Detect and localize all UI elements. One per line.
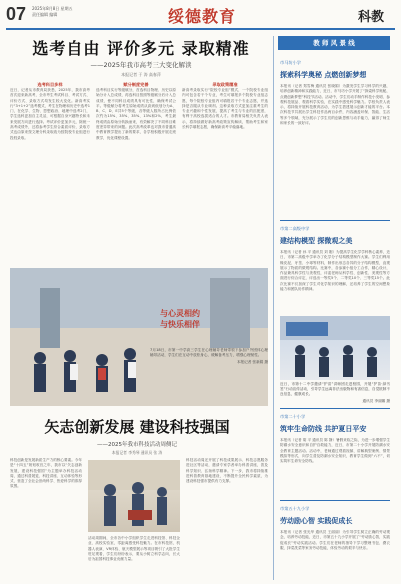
sidebar-item-2-body: [280, 250, 390, 312]
article1-col2-text: 选考科目实行等级赋分，首选科目物理、历史以原始分计入总成绩，再选科目按照等级赋分后计入总成绩，使不同科目成绩具有可比性，确保考试公平。等级赋分将考生原始成绩从高到低划分为A、B、C、D、E共5个等级，各等级人数所占比例依次约为15%、35%、35%、13%和2%，考生最终成绩由原始分转换而来，有效解决了不同科目难度差异带来的问题。此次高考改革也对我市普通高中教育教学提出了新的要求，各学校积极开展走班教学，优化课程设置。: [96, 88, 176, 140]
article2-column-1: [10, 458, 82, 578]
article1-column-1: [10, 82, 90, 264]
article1-column-3: [182, 82, 268, 264]
sidebar-banner: 教 师 风 景 线: [278, 36, 390, 50]
photo1-credit: 本报记者 张新娟 摄: [236, 360, 268, 364]
sidebar-item-2-school: 市第二高级中学: [280, 226, 310, 231]
article2-col1-text: 科技创新是发展新质生产力的核心要素。今年是“十四五”规划收官之年，我市以“矢志创新发展，建设科技强国”为主题举办科技活动周，通过科普展览、科技讲座、互动体验等形式，营造了全社会崇尚科学、热爱科学的浓厚氛围。: [10, 458, 82, 489]
sidebar-item-3-school: 市第二十小学: [280, 414, 306, 419]
article2-col2-text: 活动周期间，全市各中小学组织学生走进科技馆、科技企业、高校实验室，零距离感受科技魅力。在市科技馆，机器人表演、VR体验、航天模型展示等项目吸引了大批学生驻足观看，学生们纷纷表示，要从小树立科学志向，长大后为祖国科技事业贡献力量。: [88, 536, 180, 562]
photo-classroom-illustration: [280, 316, 390, 380]
sidebar-item-2-title: 建结构模型 探微观之美: [280, 237, 353, 245]
sidebar-item-1-title: 探索科学奥秘 点燃创新梦想: [280, 71, 367, 79]
photo-science-illustration: [88, 460, 180, 532]
sidebar-item-2-text: 本报讯（记者 孙 平 通讯员 刘 刚）为提高学生化学学科核心素养，近日，市第二高级中学举办了化学分子结构模型制作大赛。学生们利用橡皮泥、牙签、小球等材料，制作出形态各异的分子结构模型，直观展示了物质的微观结构。比赛中，各参赛小组分工合作，精心设计，作品兼具科学性与美观性，评委老师从科学性、创新性、美观性等方面进行综合评定，评选出一等奖5个、二等奖10个、三等奖15个。此次比赛不仅加深了学生对化学知识的理解，还培养了学生的空间想象能力和团队协作精神。: [280, 250, 390, 292]
column-divider: [273, 36, 274, 580]
sidebar-rule-3: [280, 500, 390, 501]
sidebar-item-4-title: 劳动励心智 实践促成长: [280, 517, 353, 525]
sidebar-rule-2: [280, 408, 390, 409]
sidebar-item-3-title: 筑牢生命防线 共护夏日平安: [280, 425, 367, 433]
sidebar-item-4-body: [280, 530, 390, 580]
photo1-caption-text: 7月18日，市第一中学高三学生在心理辅导老师带领下参加户外团体心理辅导活动，学生们在互动中放松身心，缓解备考压力，增强心理韧性。: [150, 348, 268, 357]
photo2-caption-text: 近日，市第十二中学邀请“护苗”讲师团走进校园，开展“护苗·绿书签”行动宣传活动，引导学生远离非法出版物和有害信息，自觉抵制不良信息，健康成长。: [280, 382, 390, 396]
sidebar-item-4-text: 本报讯（记者 张光华 通讯员 王丽丽）为引导学生树立正确的劳动观念，培养劳动技能，近日，市第五十九小学开展了“劳动励心智，实践促成长”劳动实践活动。学生们在老师的指导下学习整理书包、叠衣服、择菜洗菜等家务劳动技能，体验劳动的艰辛与快乐。: [280, 530, 390, 550]
header-rule: [6, 28, 395, 30]
sidebar-item-1-text: 本报讯（记者 郑雪梅 通讯员 张晓娟）为激发学生学习科学的兴趣，培养创新精神和实践能力，近日，市马坊小学开展了“探索科学奥秘，点燃创新梦想”科技节活动。活动中，学生们动手制作科技小发明、参观科技展品、观看科学实验，在实践中感受科学魅力。学校负责人表示，将持续开展科技教育活动，为学生搭建展示创新才能的平台。本次科技节共展出学生科技作品两百余件，内容涵盖环保、智能、生活等多个领域，充分展示了学生们的创新思维与动手能力，赢得了师生和家长的一致好评。: [280, 84, 390, 126]
photo-students-outdoor: [10, 268, 268, 406]
article2-headline: 矢志创新发展 建设科技强国: [44, 418, 230, 436]
article2-column-3: [186, 458, 268, 578]
article1-headline: 选考自由 评价多元 录取精准: [32, 39, 250, 58]
masthead: 绥德教育: [168, 7, 237, 26]
article1-column-2: [96, 82, 176, 264]
article2-col3-text: 科技活动周还开展了科技成果展示、科技志愿服务进社区等活动，邀请专家学者举办科普讲座，普及科学知识、弘扬科学精神。下一步，我市将持续推进科普教育基地建设，不断提升全民科学素质，为建设科技强市提供有力支撑。: [186, 458, 268, 484]
sidebar-rule-1: [280, 220, 390, 221]
photo1-overlay-title: 与心灵相约 与快乐相伴: [160, 308, 200, 329]
photo-science-fair: [88, 460, 180, 532]
photo-students-illustration: [10, 268, 268, 406]
sidebar-item-1-body: [280, 84, 390, 216]
article1-col3-subheading: 录取政策精准: [212, 82, 238, 87]
sidebar-item-3-text: 本报讯（记者 胡 平 通讯员 陈 静）暑假来临之际，为进一步增强学生防溺水安全意识和自护自救能力，近日，市第二十小学开展防溺水安全教育主题活动。活动中，老师通过观看视频、讲解典型案例、情景模拟等形式，向学生普及防溺水安全知识，教育学生做到“六不”，切实筑牢生命安全防线。: [280, 438, 390, 464]
article2-column-2: [88, 536, 180, 580]
article1-subhead: ——2025年我市高考三大变化解读: [90, 61, 192, 69]
article1-col2-subheading: 赋分制度完善: [123, 82, 149, 87]
photo2-credit: 通讯员 李丽娜 摄: [362, 399, 390, 403]
article1-col1-subheading: 选考科目多样: [37, 82, 63, 87]
photo-classroom-activity: [280, 316, 390, 380]
photo1-caption: [150, 348, 268, 365]
article2-byline: 本报记者 李秀琴 通讯员 张 涛: [111, 450, 163, 455]
sidebar-item-1-school: 市马坊小学: [280, 60, 301, 65]
photo2-caption: [280, 382, 390, 404]
issue-meta: 2025年8月8日 星期五 责任编辑 编辑: [32, 6, 73, 17]
article2-subhead: ——2025年我市科技活动周侧记: [97, 442, 177, 448]
page-number: 07: [6, 4, 27, 24]
article1-col1-text: 近日，记者从市教育局获悉，2025年，我市高考首次迎来新高考，全市考生考试科目、考试方式、评价方式、录取方式均发生较大变化。新高考实行“3+1+2”选考模式，考生在物理和历史中选考1门，在化学、生物、思想政治、地理中选考2门，学生选科更加自主灵活，可根据自身兴趣特长和未来发展方向进行选择。考试评价更加多元，除统一高考成绩外，还将参考学生综合素质评价，录取方式也由原来按文理分科录取改为按院校专业组进行投档录取。: [10, 88, 90, 140]
sidebar-item-4-school: 市第五十九小学: [280, 506, 310, 511]
section-name: 科教: [358, 10, 385, 25]
article1-byline: 本报记者 于 涛 高春萍: [121, 72, 161, 77]
article1-col3-text: 新高考录取实行“院校专业组”模式，一个院校专业组内可包含若干个专业，考生可填报多个院校专业组志愿，每个院校专业组内可填报若干个专业志愿，并选择是否服从专业调剂。这种录取方式更加注重考生的专业兴趣和个性发展，提高了考生与专业的匹配度，有利于高校选拔适合的人才。市教育局相关负责人表示，将持续做好新高考政策宣传解读，帮助考生和家长科学填报志愿，确保新高考平稳落地。: [182, 88, 268, 130]
page-header: [0, 0, 401, 36]
sidebar-item-3-body: [280, 438, 390, 496]
